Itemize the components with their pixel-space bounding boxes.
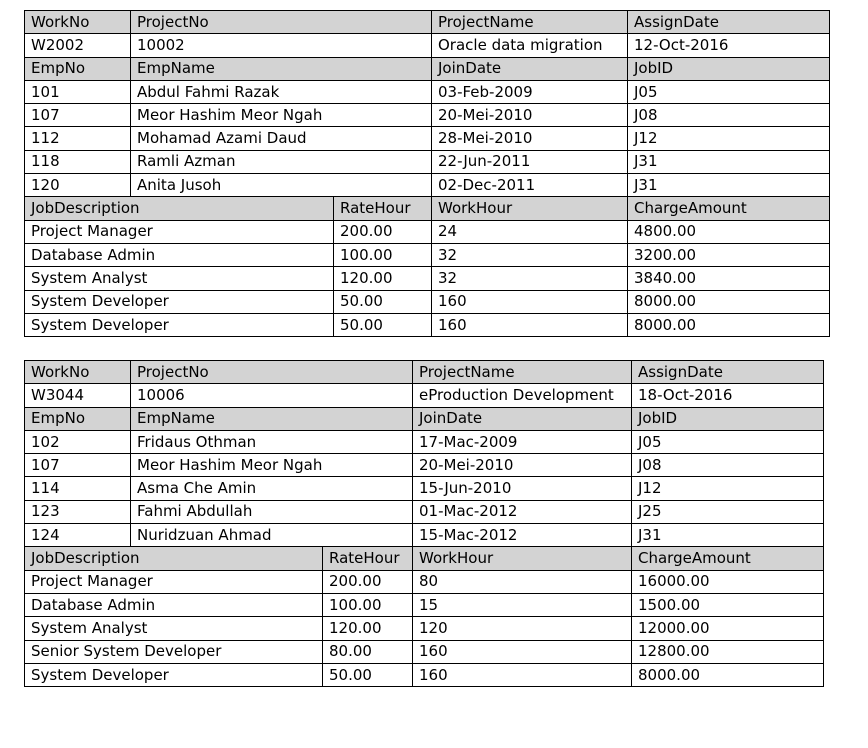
- header-ratehour: RateHour: [323, 547, 413, 570]
- employee-row: [25, 80, 830, 103]
- empname-cell: Fridaus Othman: [131, 430, 413, 453]
- jobdescription-cell: Project Manager: [25, 220, 334, 243]
- header-projectname: ProjectName: [432, 11, 628, 34]
- joindate-cell: 28-Mei-2010: [432, 127, 628, 150]
- workno-cell: W2002: [25, 34, 131, 57]
- employee-row: [25, 174, 830, 197]
- ratehour-cell: 50.00: [334, 290, 432, 313]
- empname-cell: Mohamad Azami Daud: [131, 127, 432, 150]
- work-header-row: [25, 11, 830, 34]
- header-jobid: JobID: [632, 407, 824, 430]
- workhour-cell: 160: [413, 640, 632, 663]
- header-workhour: WorkHour: [413, 547, 632, 570]
- chargeamount-cell: 8000.00: [632, 663, 824, 686]
- ratehour-cell: 120.00: [323, 617, 413, 640]
- joindate-cell: 20-Mei-2010: [432, 104, 628, 127]
- header-projectno: ProjectNo: [131, 361, 413, 384]
- empno-cell: 120: [25, 174, 131, 197]
- employee-row: [25, 500, 824, 523]
- ratehour-cell: 120.00: [334, 267, 432, 290]
- empname-cell: Abdul Fahmi Razak: [131, 80, 432, 103]
- workhour-cell: 24: [432, 220, 628, 243]
- employee-row: [25, 150, 830, 173]
- ratehour-cell: 50.00: [323, 663, 413, 686]
- jobdescription-cell: System Analyst: [25, 617, 323, 640]
- workhour-cell: 32: [432, 267, 628, 290]
- workhour-cell: 160: [413, 663, 632, 686]
- chargeamount-cell: 8000.00: [628, 290, 830, 313]
- work-header-row: [25, 361, 824, 384]
- empname-cell: Fahmi Abdullah: [131, 500, 413, 523]
- empname-cell: Meor Hashim Meor Ngah: [131, 454, 413, 477]
- empno-cell: 107: [25, 454, 131, 477]
- workhour-cell: 32: [432, 243, 628, 266]
- jobdescription-cell: System Developer: [25, 290, 334, 313]
- jobid-cell: J08: [632, 454, 824, 477]
- header-chargeamount: ChargeAmount: [632, 547, 824, 570]
- ratehour-cell: 100.00: [323, 593, 413, 616]
- jobid-cell: J31: [628, 174, 830, 197]
- chargeamount-cell: 8000.00: [628, 313, 830, 336]
- empname-cell: Asma Che Amin: [131, 477, 413, 500]
- header-empno: EmpNo: [25, 407, 131, 430]
- chargeamount-cell: 12000.00: [632, 617, 824, 640]
- joindate-cell: 15-Mac-2012: [413, 524, 632, 547]
- job-header-row: [25, 547, 824, 570]
- header-assigndate: AssignDate: [628, 11, 830, 34]
- workhour-cell: 160: [432, 290, 628, 313]
- projectno-cell: 10006: [131, 384, 413, 407]
- header-empname: EmpName: [131, 407, 413, 430]
- empno-cell: 124: [25, 524, 131, 547]
- job-row: [25, 570, 824, 593]
- job-header-row: [25, 197, 830, 220]
- header-workno: WorkNo: [25, 361, 131, 384]
- jobid-cell: J25: [632, 500, 824, 523]
- joindate-cell: 01-Mac-2012: [413, 500, 632, 523]
- employee-header-row: [25, 57, 830, 80]
- jobid-cell: J31: [628, 150, 830, 173]
- workhour-cell: 15: [413, 593, 632, 616]
- header-workno: WorkNo: [25, 11, 131, 34]
- joindate-cell: 20-Mei-2010: [413, 454, 632, 477]
- header-workhour: WorkHour: [432, 197, 628, 220]
- ratehour-cell: 80.00: [323, 640, 413, 663]
- header-projectname: ProjectName: [413, 361, 632, 384]
- empname-cell: Meor Hashim Meor Ngah: [131, 104, 432, 127]
- jobid-cell: J12: [628, 127, 830, 150]
- employee-row: [25, 524, 824, 547]
- job-row: [25, 313, 830, 336]
- header-projectno: ProjectNo: [131, 11, 432, 34]
- joindate-cell: 15-Jun-2010: [413, 477, 632, 500]
- jobdescription-cell: Senior System Developer: [25, 640, 323, 663]
- empname-cell: Anita Jusoh: [131, 174, 432, 197]
- job-row: [25, 290, 830, 313]
- header-jobid: JobID: [628, 57, 830, 80]
- projectname-cell: Oracle data migration: [432, 34, 628, 57]
- job-row: [25, 220, 830, 243]
- jobid-cell: J12: [632, 477, 824, 500]
- header-joindate: JoinDate: [413, 407, 632, 430]
- empno-cell: 107: [25, 104, 131, 127]
- employee-row: [25, 104, 830, 127]
- job-row: [25, 663, 824, 686]
- joindate-cell: 03-Feb-2009: [432, 80, 628, 103]
- employee-header-row: [25, 407, 824, 430]
- job-row: [25, 593, 824, 616]
- header-empno: EmpNo: [25, 57, 131, 80]
- chargeamount-cell: 3200.00: [628, 243, 830, 266]
- job-row: [25, 243, 830, 266]
- projectname-cell: eProduction Development: [413, 384, 632, 407]
- ratehour-cell: 200.00: [334, 220, 432, 243]
- jobdescription-cell: System Analyst: [25, 267, 334, 290]
- header-ratehour: RateHour: [334, 197, 432, 220]
- workhour-cell: 80: [413, 570, 632, 593]
- header-jobdescription: JobDescription: [25, 197, 334, 220]
- employee-row: [25, 454, 824, 477]
- jobdescription-cell: Database Admin: [25, 243, 334, 266]
- jobid-cell: J05: [628, 80, 830, 103]
- header-chargeamount: ChargeAmount: [628, 197, 830, 220]
- ratehour-cell: 50.00: [334, 313, 432, 336]
- workhour-cell: 160: [432, 313, 628, 336]
- jobdescription-cell: Project Manager: [25, 570, 323, 593]
- empno-cell: 102: [25, 430, 131, 453]
- header-assigndate: AssignDate: [632, 361, 824, 384]
- empno-cell: 114: [25, 477, 131, 500]
- work-order-table-w3044: [24, 360, 824, 687]
- job-row: [25, 267, 830, 290]
- empno-cell: 101: [25, 80, 131, 103]
- empname-cell: Ramli Azman: [131, 150, 432, 173]
- ratehour-cell: 200.00: [323, 570, 413, 593]
- empno-cell: 112: [25, 127, 131, 150]
- jobid-cell: J31: [632, 524, 824, 547]
- work-order-table-w2002: [24, 10, 830, 337]
- jobid-cell: J05: [632, 430, 824, 453]
- jobdescription-cell: Database Admin: [25, 593, 323, 616]
- work-row: [25, 384, 824, 407]
- work-row: [25, 34, 830, 57]
- header-empname: EmpName: [131, 57, 432, 80]
- jobid-cell: J08: [628, 104, 830, 127]
- workhour-cell: 120: [413, 617, 632, 640]
- chargeamount-cell: 4800.00: [628, 220, 830, 243]
- joindate-cell: 22-Jun-2011: [432, 150, 628, 173]
- chargeamount-cell: 1500.00: [632, 593, 824, 616]
- header-jobdescription: JobDescription: [25, 547, 323, 570]
- job-row: [25, 640, 824, 663]
- empname-cell: Nuridzuan Ahmad: [131, 524, 413, 547]
- chargeamount-cell: 12800.00: [632, 640, 824, 663]
- chargeamount-cell: 16000.00: [632, 570, 824, 593]
- assigndate-cell: 18-Oct-2016: [632, 384, 824, 407]
- joindate-cell: 17-Mac-2009: [413, 430, 632, 453]
- projectno-cell: 10002: [131, 34, 432, 57]
- header-joindate: JoinDate: [432, 57, 628, 80]
- joindate-cell: 02-Dec-2011: [432, 174, 628, 197]
- employee-row: [25, 430, 824, 453]
- empno-cell: 118: [25, 150, 131, 173]
- assigndate-cell: 12-Oct-2016: [628, 34, 830, 57]
- workno-cell: W3044: [25, 384, 131, 407]
- employee-row: [25, 477, 824, 500]
- job-row: [25, 617, 824, 640]
- empno-cell: 123: [25, 500, 131, 523]
- jobdescription-cell: System Developer: [25, 663, 323, 686]
- ratehour-cell: 100.00: [334, 243, 432, 266]
- chargeamount-cell: 3840.00: [628, 267, 830, 290]
- jobdescription-cell: System Developer: [25, 313, 334, 336]
- employee-row: [25, 127, 830, 150]
